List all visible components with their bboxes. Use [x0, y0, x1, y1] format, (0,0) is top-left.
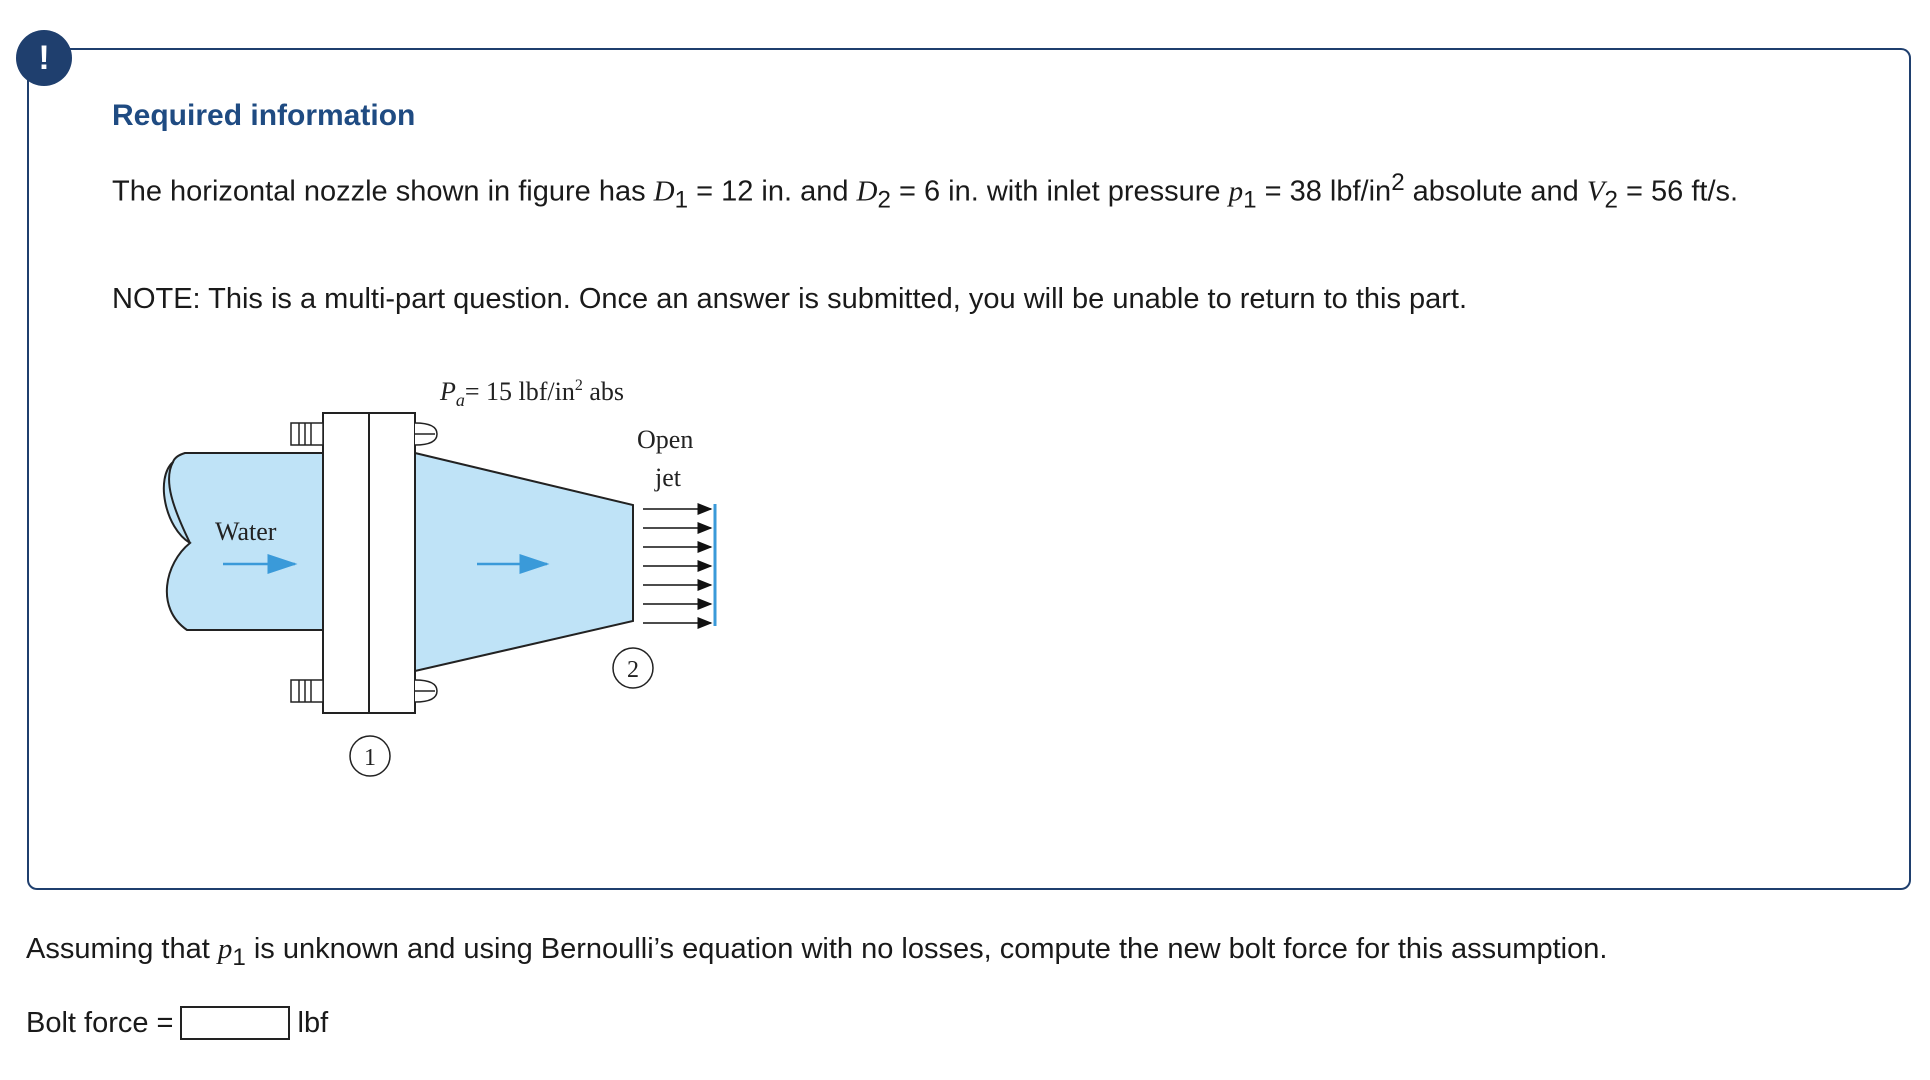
answer-row	[26, 1006, 328, 1040]
bolt-force-unit: lbf	[297, 1006, 329, 1039]
flange-right	[369, 413, 415, 713]
jet-label: jet	[655, 463, 681, 492]
nozzle-figure	[155, 368, 735, 788]
required-info-heading: Required information	[112, 99, 416, 132]
open-label: Open	[637, 425, 694, 454]
svg-text:2: 2	[627, 657, 639, 683]
svg-text:1: 1	[364, 745, 376, 771]
problem-statement: The horizontal nozzle shown in figure has $D_1 = 12$ in. and $D_2 = 6$ in. with inlet pressure $p_1 = 38$ lbf/$in^2$ absolute and $V_2 = 56$ ft/s.	[112, 169, 1739, 214]
bolt-force-label: Bolt force =	[26, 1006, 174, 1039]
bolt-force-input[interactable]	[180, 1006, 290, 1040]
ambient-pressure-label: $P_a= 15$ lbf/$in^2$ abs	[440, 377, 625, 410]
note-text: NOTE: This is a multi-part question. Once an answer is submitted, you will be unable to return to this part.	[112, 283, 1468, 315]
open-jet-arrows	[643, 509, 711, 623]
alert-icon: !	[16, 30, 72, 86]
water-label: Water	[215, 517, 277, 546]
flange-left	[323, 413, 369, 713]
question-text: Assuming that $p_1$ is unknown and using Bernoulli’s equation with no losses, compute the new bolt force for this assumption.	[26, 933, 1608, 971]
nozzle-body	[415, 453, 633, 671]
